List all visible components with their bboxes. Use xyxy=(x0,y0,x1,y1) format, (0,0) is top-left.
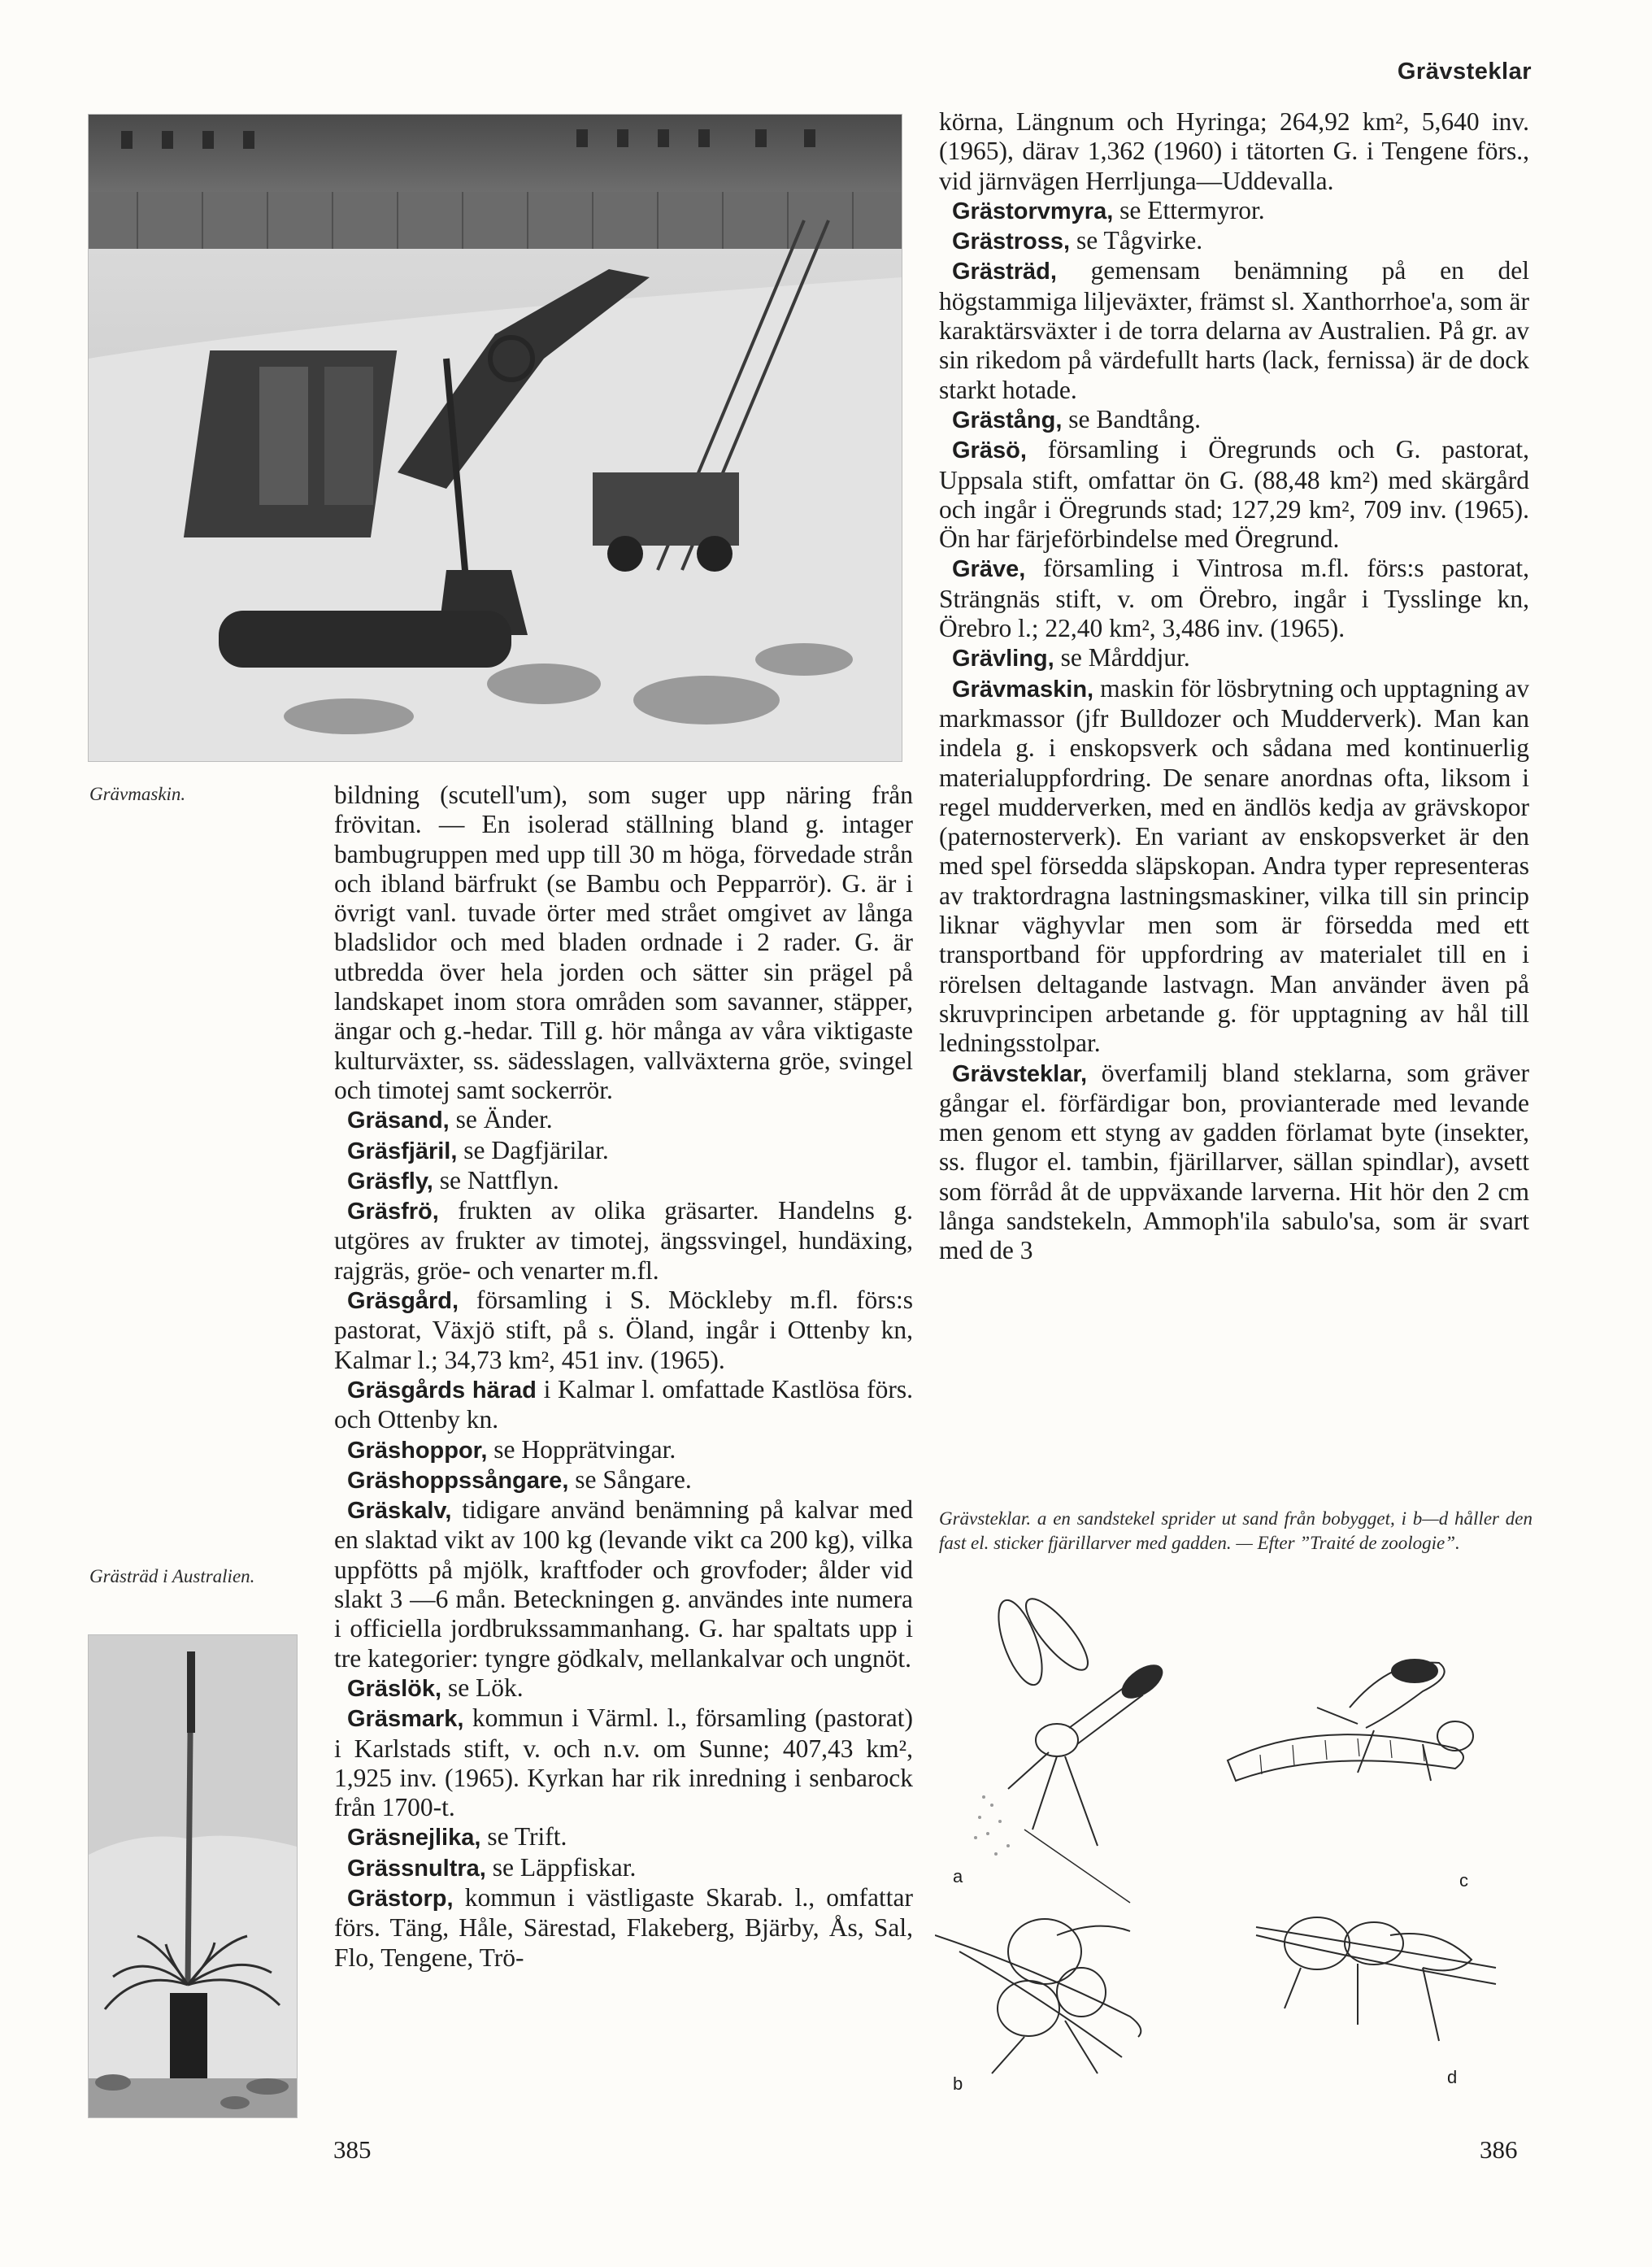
entry-text: kommun i Värml. l., församling (pastorat) i Karlstads stift, v. och n.v. om Sunne; 407,43 km², 1,925 inv. (1965). Kyrkan har rik inredning i senbarock från 1700-t. xyxy=(334,1704,913,1822)
entry-text: se Ettermyror. xyxy=(1119,195,1265,224)
entry-text: överfamilj bland steklarna, som gräver gångar el. förfärdigar bon, provianterade med levande men genom ett styng av gadden förlamat byte (insekter, ss. flugor el. tambin, fjärillarver, sällan spindlar), avsett som förråd åt de uppväxande larverna. Hit hör den 2 cm långa sandstekeln, Ammoph'ila sabulo'sa, som är svart med de 3 xyxy=(939,1058,1529,1265)
dictionary-entry xyxy=(334,1465,913,1495)
running-head: Grävsteklar xyxy=(1397,59,1532,85)
entry-text: i Kalmar l. omfattade Kastlösa förs. och Ottenby kn. xyxy=(334,1374,913,1434)
entry-text: se Sångare. xyxy=(575,1464,692,1494)
dictionary-entry xyxy=(334,1105,913,1135)
dictionary-entry xyxy=(939,1059,1529,1266)
entry-headword: Grästorvmyra, xyxy=(952,198,1114,224)
entry-text: se Mårddjur. xyxy=(1060,643,1190,672)
dictionary-entry xyxy=(334,1136,913,1166)
wasp-label-b: b xyxy=(953,2073,963,2094)
wasp-label-d: d xyxy=(1447,2067,1458,2087)
wasps-illustration xyxy=(935,1586,1532,2106)
dictionary-entry xyxy=(334,1166,913,1196)
dictionary-entry xyxy=(939,674,1529,1059)
entry-headword: Grävsteklar, xyxy=(952,1060,1088,1087)
excavator-photo xyxy=(88,114,902,762)
dictionary-entry xyxy=(939,256,1529,404)
entry-text: se Bandtång. xyxy=(1068,404,1201,433)
entry-headword: Gräslök, xyxy=(347,1675,442,1702)
dictionary-entry xyxy=(334,1286,913,1375)
column-right-entries xyxy=(939,196,1529,1266)
dictionary-entry xyxy=(939,643,1529,673)
entry-headword: Gräsfjäril, xyxy=(347,1138,458,1164)
entry-headword: Gräsgård, xyxy=(347,1288,459,1315)
entry-headword: Grävmaskin, xyxy=(952,676,1094,703)
dictionary-entry xyxy=(334,1196,913,1286)
dictionary-entry xyxy=(334,1822,913,1852)
grass-tree-photo xyxy=(88,1634,298,2118)
entry-text: frukten av olika gräsarter. Handelns g. utgöres av frukter av timotej, ängssvingel, hundäxing, rajgräs, gröe- och venarter m.fl. xyxy=(334,1196,913,1285)
entry-headword: Gräskalv, xyxy=(347,1498,452,1525)
dictionary-entry xyxy=(939,405,1529,435)
entry-headword: Gräsnejlika, xyxy=(347,1825,481,1851)
entry-headword: Grästorp, xyxy=(347,1885,454,1912)
entry-text: församling i S. Möckleby m.fl. förs:s pastorat, Växjö stift, på s. Öland, ingår i Ottenby kn, Kalmar l.; 34,73 km², 451 inv. (1965). xyxy=(334,1286,913,1374)
dictionary-entry xyxy=(334,1495,913,1673)
wasp-label-c: c xyxy=(1459,1870,1468,1891)
dictionary-entry xyxy=(939,226,1529,256)
entry-headword: Gräsfrö, xyxy=(347,1199,439,1225)
entry-headword: Gräsand, xyxy=(347,1107,450,1134)
entry-text: se Lök. xyxy=(447,1673,524,1702)
grass-tree-caption: Grästräd i Australien. xyxy=(89,1566,255,1586)
page-number-left: 385 xyxy=(333,2135,372,2164)
entry-text: se Änder. xyxy=(455,1105,553,1134)
entry-headword: Gräve, xyxy=(952,556,1026,583)
entry-headword: Gräsö, xyxy=(952,437,1027,464)
dictionary-entry xyxy=(939,554,1529,643)
entry-text: församling i Öregrunds och G. pastorat, Uppsala stift, omfattar ön G. (88,48 km²) med skärgård och ingår i Öregrunds stad; 127,29 km², 709 inv. (1965). Ön har färjeförbindelse med Öregrund. xyxy=(939,435,1530,554)
entry-headword: Grästräd, xyxy=(952,259,1057,285)
entry-text: se Nattflyn. xyxy=(439,1165,559,1194)
entry-headword: Gräshoppor, xyxy=(347,1437,488,1464)
entry-headword: Gräsgårds härad xyxy=(347,1377,537,1403)
wasp-label-a: a xyxy=(953,1866,963,1886)
dictionary-entry xyxy=(939,435,1529,554)
dictionary-entry xyxy=(334,1883,913,1973)
entry-text: gemensam benämning på en del högstammiga liljeväxter, främst sl. Xanthorrhoe'a, som är karaktärsväxter i de torra delarna av Australien. På gr. av sin rikedom på värdefullt harts (lack, fernissa) är de dock starkt hotade. xyxy=(939,256,1529,404)
entry-headword: Grästross, xyxy=(952,228,1071,255)
entry-headword: Gräshoppssångare, xyxy=(347,1467,569,1494)
entry-text: tidigare använd benämning på kalvar med en slaktad vikt av 100 kg (levande vikt ca 200 kg), vilka uppfötts på mjölk, kraftfoder och grovfoder; ålder vid slakt 3 —6 mån. Beteckningen g. användes inte numera i officiella jordbrukssammanhang. G. har spaltats upp i tre kategorier: tyngre gödkalv, mellankalvar och ungnöt. xyxy=(334,1495,914,1673)
entry-text: se Dagfjärilar. xyxy=(463,1135,609,1164)
entry-text: se Trift. xyxy=(487,1822,567,1851)
excavator-caption: Grävmaskin. xyxy=(89,784,186,804)
entry-headword: Gräsfly, xyxy=(347,1168,433,1194)
dictionary-entry xyxy=(334,1375,913,1435)
text-column-right xyxy=(939,107,1529,1266)
entry-headword: Grästång, xyxy=(952,407,1063,433)
page-number-right: 386 xyxy=(1480,2135,1518,2164)
column-right-opening: körna, Längnum och Hyringa; 264,92 km², 5,640 inv. (1965), därav 1,362 (1960) i tätorten G. i Tengene förs., vid järnvägen Herrljunga—Uddevalla. xyxy=(939,107,1529,195)
dictionary-entry xyxy=(334,1673,913,1704)
entry-headword: Grävling, xyxy=(952,646,1054,672)
entry-text: maskin för lösbrytning och upptagning av markmassor (jfr Bulldozer och Mudderverk). Man kan indela g. i enskopsverk och sådana med kontinuerlig materialuppfordring. De senare anordnas ofta, liksom i regel mudderverken, med en ändlös kedja av grävskopor (paternosterverk). En variant av enskopsverket är den med spel försedda släpskopan. Andra typer representeras av traktordragna lastningsmaskiner, vilka till sin princip liknar väghyvlar men som är försedda med ett transportband för uppfordring av materialet till en i rörelsen deltagande lastvagn. Man använder även på skruvprincipen arbetande g. för upptagning av hål till ledningsstolpar. xyxy=(939,673,1529,1058)
dictionary-entry xyxy=(334,1704,913,1822)
entry-headword: Gräsmark, xyxy=(347,1706,464,1733)
entry-text: kommun i västligaste Skarab. l., omfattar förs. Täng, Håle, Särestad, Flakeberg, Bjärby, Ås, Sal, Flo, Tengene, Trö- xyxy=(334,1882,913,1972)
dictionary-entry xyxy=(334,1853,913,1883)
entry-text: se Läppfiskar. xyxy=(492,1852,637,1882)
entry-text: församling i Vintrosa m.fl. förs:s pastorat, Strängnäs stift, v. om Örebro, ingår i Tysslinge kn, Örebro l.; 22,40 km², 3,486 inv. (1965). xyxy=(939,554,1530,643)
column-left-opening: bildning (scutell'um), som suger upp näring från frövitan. — En isolerad ställning bland g. intager bambugruppen med upp till 30 m höga, förvedade strån och ibland bärfrukt (se Bambu och Pepparrör). G. är i övrigt vanl. tuvade örter med strået omgivet av långa bladslidor och med bladen ordnade i 2 rader. G. är utbredda över hela jorden och sätter sin prägel på landskapet inom stora områden som savanner, stäpper, ängar och g.-hedar. Till g. hör många av våra viktigaste kulturväxter, ss. sädesslagen, vallväxterna gröe, svingel och timotej samt sockerrör. xyxy=(334,781,913,1104)
dictionary-entry xyxy=(334,1435,913,1465)
entry-headword: Grässnultra, xyxy=(347,1855,486,1882)
entry-text: se Hopprätvingar. xyxy=(493,1434,676,1464)
text-column-left xyxy=(334,781,913,1973)
column-left-entries xyxy=(334,1105,913,1973)
wasps-caption: Grävsteklar. a en sandstekel sprider ut sand från bobygget, i b—d håller den fast el. sticker fjärillarver med gadden. — Efter ”Traité de zoologie”. xyxy=(939,1508,1532,1553)
entry-text: se Tågvirke. xyxy=(1076,226,1203,255)
dictionary-entry xyxy=(939,196,1529,226)
